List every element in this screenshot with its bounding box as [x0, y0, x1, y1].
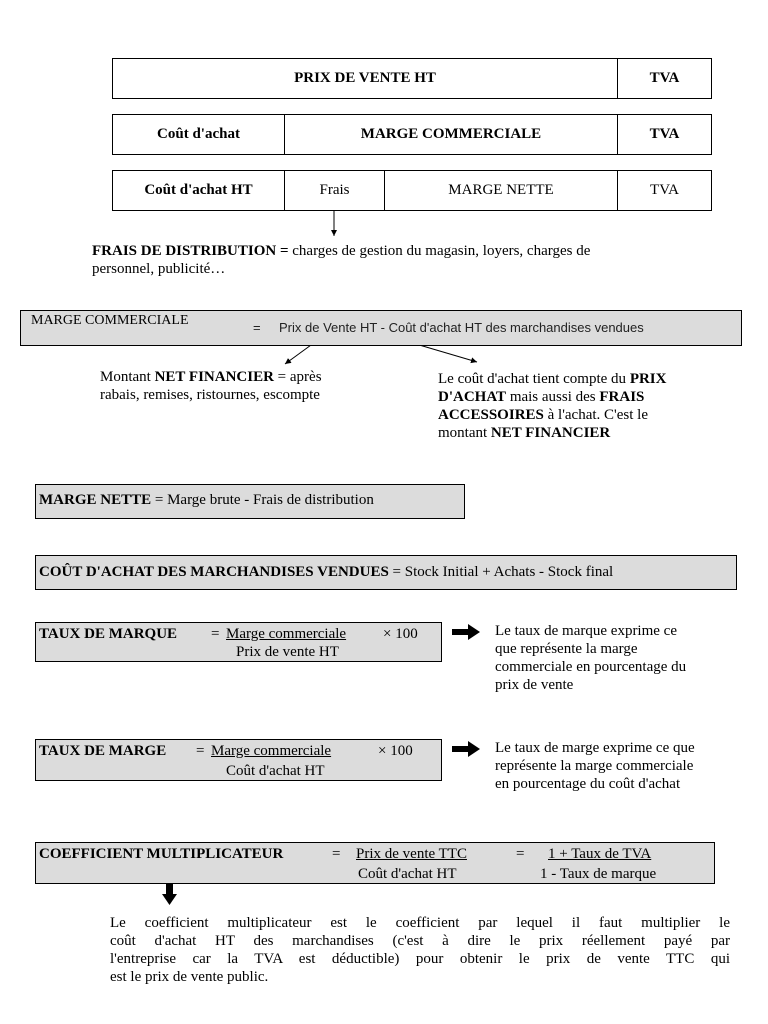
cell-cout-achat-ht: Coût d'achat HT — [144, 182, 253, 198]
cell-tva: TVA — [617, 59, 711, 98]
fraction-denominator: Prix de vente HT — [236, 644, 339, 660]
fraction-numerator: Prix de vente TTC — [356, 846, 467, 862]
taux-marque-box: TAUX DE MARQUE = Marge commerciale × 100 Prix de vente HT — [35, 622, 442, 662]
cell-marge-commerciale: MARGE COMMERCIALE — [284, 115, 617, 154]
cell-frais: Frais — [284, 171, 384, 210]
cell-prix-vente-ht: PRIX DE VENTE HT — [294, 70, 436, 86]
net-financier-note: Montant NET FINANCIER = après rabais, remises, ristournes, escompte — [100, 369, 322, 403]
fraction-denominator-2: 1 - Taux de marque — [540, 866, 657, 882]
fraction-numerator: Marge commerciale — [226, 626, 347, 642]
fraction-denominator: Coût d'achat HT — [226, 763, 325, 779]
coefficient-note: Le coefficient multiplicateur est le coefficient par lequel il faut multiplier le coût d'achat HT des marchandises (c'est à dire le prix réellement payé par l'entreprise car la TVA est déductible) pour obtenir le prix de vente TTC qui est le prix de vente public. — [110, 915, 730, 985]
cell-tva: TVA — [617, 115, 711, 154]
marge-commerciale-formula: Prix de Vente HT - Coût d'achat HT des marchandises vendues — [279, 320, 644, 335]
marge-commerciale-box — [20, 310, 742, 346]
arrow-right-icon — [452, 741, 480, 757]
taux-marque-note: Le taux de marque exprime ce que représente la marge commerciale en pourcentage du prix de vente — [495, 623, 687, 693]
fraction-numerator: Marge commerciale — [211, 743, 332, 759]
taux-marge-note: Le taux de marge exprime ce que représente la marge commerciale en pourcentage du coût d'achat — [495, 740, 695, 792]
cell-marge-nette: MARGE NETTE — [384, 171, 617, 210]
cout-achat-marchandises-box: COÛT D'ACHAT DES MARCHANDISES VENDUES = Stock Initial + Achats - Stock final — [35, 555, 737, 590]
marge-nette-box: MARGE NETTE = Marge brute - Frais de distribution — [35, 484, 465, 519]
cell-cout-achat: Coût d'achat — [157, 126, 240, 142]
coefficient-box: COEFFICIENT MULTIPLICATEUR = Prix de vente TTC Coût d'achat HT = 1 + Taux de TVA 1 - Taux de marque — [35, 842, 715, 884]
marge-commerciale-label: MARGE COMMERCIALE — [31, 313, 189, 328]
arrow-right-icon — [452, 624, 480, 640]
taux-marge-box: TAUX DE MARGE = Marge commerciale × 100 Coût d'achat HT — [35, 739, 442, 781]
fraction-numerator-2: 1 + Taux de TVA — [548, 846, 652, 862]
equals-sign: = — [253, 320, 261, 335]
frais-distribution-note: FRAIS DE DISTRIBUTION = charges de gestion du magasin, loyers, charges de personnel, publicité… — [92, 243, 591, 277]
cout-achat-note: Le coût d'achat tient compte du PRIX D'ACHAT mais aussi des FRAIS ACCESSOIRES à l'achat. C'est le montant NET FINANCIER — [438, 371, 667, 441]
cell-tva: TVA — [617, 171, 711, 210]
fraction-denominator: Coût d'achat HT — [358, 866, 457, 882]
